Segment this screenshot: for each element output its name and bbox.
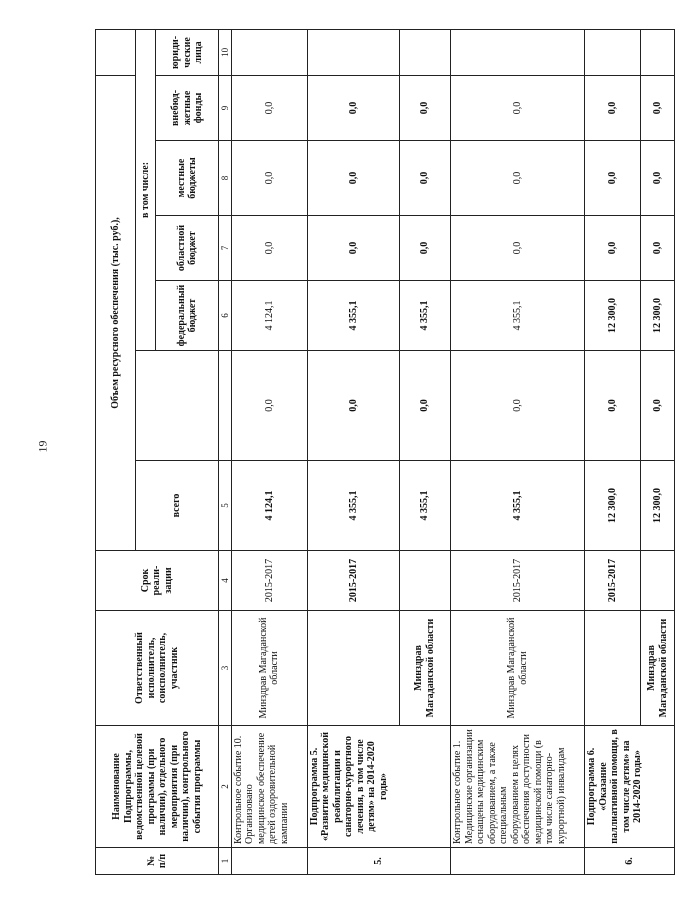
row-local: 0,0 [641,216,675,281]
row-extra [307,29,399,75]
row-local: 0,0 [399,216,450,281]
header-name: Наименование Подпрограммы, ведомственной целевой программы (при наличии), отдельного мероприятия (при наличии), контрольного события программы [96,726,219,848]
row-no [451,848,585,875]
header-incl: в том числе: [136,29,156,350]
row-regional: 4 355,1 [399,281,450,351]
row-federal: 0,0 [399,351,450,461]
row-executor: Минздрав Магаданской области [399,611,450,726]
header-executor: Ответственный исполнитель, соисполнитель, участник [96,611,219,726]
row-total: 4 355,1 [451,461,585,551]
col-number: 1 [219,848,232,875]
col-number: 4 [219,551,232,611]
col-number: 9 [219,75,232,140]
col-number: 6 [219,281,232,351]
table-row [585,29,641,874]
row-regional: 4 355,1 [451,281,585,351]
row-period: 2015-2017 [451,551,585,611]
row-total: 12 300,0 [641,461,675,551]
rotated-table-sheet [95,30,675,875]
row-federal: 0,0 [307,351,399,461]
row-offbudget: 0,0 [641,141,675,216]
row-offbudget: 0,0 [451,141,585,216]
col-number: 8 [219,141,232,216]
row-extra [399,29,450,75]
col-number [219,351,232,461]
row-regional: 4 355,1 [307,281,399,351]
row-executor [585,611,641,726]
row-regional: 12 300,0 [585,281,641,351]
row-offbudget: 0,0 [399,141,450,216]
row-executor [307,611,399,726]
row-no [231,848,307,875]
row-name: Подпрограмма 6. «Оказание паллиативной помощи, в том числе детям» на 2014-2020 годы» [585,726,675,848]
row-total: 4 355,1 [399,461,450,551]
row-extra [641,29,675,75]
header-federal: федеральный бюджет [156,281,219,351]
row-federal: 0,0 [451,351,585,461]
row-extra [585,29,641,75]
row-period: 2015-2017 [307,551,399,611]
row-total: 4 355,1 [307,461,399,551]
row-local: 0,0 [451,216,585,281]
row-name: Контрольное событие 1. Медицинские организации оснащены медицинским оборудованием, а также специальным оборудованием в целях обеспечения доступности медицинской помощи (в том числе санаторно-курортной) инвалидам [451,726,585,848]
header-local: местные бюджеты [156,141,219,216]
row-period: 2015-2017 [231,551,307,611]
row-offbudget: 0,0 [585,141,641,216]
row-legal: 0,0 [451,75,585,140]
row-regional: 12 300,0 [641,281,675,351]
row-legal: 0,0 [399,75,450,140]
header-no: № п/п [96,848,219,875]
header-legal: юриди-ческие лица [156,29,219,75]
row-legal: 0,0 [585,75,641,140]
col-number: 7 [219,216,232,281]
row-extra [451,29,585,75]
document-page [95,30,675,875]
header-period: Срок реали-зации [96,551,219,611]
row-executor: Минздрав Магаданской области [641,611,675,726]
row-offbudget: 0,0 [231,141,307,216]
row-period [641,551,675,611]
header-blank-corner [96,29,136,75]
header-total: всего [136,461,219,551]
row-name: Контрольное событие 10. Организовано медицинское обеспечение детей оздоровительной кампании [231,726,307,848]
row-executor: Минздрав Магаданской области [451,611,585,726]
row-name: Подпрограмма 5. «Развитие медицинской реабилитации и санаторно-курортного лечения, в том числе детям» на 2014-2020 годы» [307,726,450,848]
row-local: 0,0 [231,216,307,281]
row-legal: 0,0 [641,75,675,140]
row-legal: 0,0 [307,75,399,140]
row-legal: 0,0 [231,75,307,140]
row-total: 4 124,1 [231,461,307,551]
col-number: 3 [219,611,232,726]
row-total: 12 300,0 [585,461,641,551]
table-row [451,29,585,874]
row-extra [231,29,307,75]
page-number: 19 [35,440,50,453]
row-federal: 0,0 [585,351,641,461]
row-federal: 0,0 [641,351,675,461]
row-local: 0,0 [307,216,399,281]
row-federal: 0,0 [231,351,307,461]
header-resources: Объем ресурсного обеспечения (тыс. руб.), [96,75,136,550]
col-number: 2 [219,726,232,848]
row-offbudget: 0,0 [307,141,399,216]
row-period [399,551,450,611]
row-regional: 4 124,1 [231,281,307,351]
row-no: 6. [585,848,675,875]
table-row [307,29,399,874]
table-row [231,29,307,874]
row-executor: Минздрав Магаданской области [231,611,307,726]
header-blank-mid [136,351,219,461]
header-offbudget: внебюд-жетные фонды [156,75,219,140]
header-regional: областной бюджет [156,216,219,281]
row-period: 2015-2017 [585,551,641,611]
col-number: 10 [219,29,232,75]
resource-table [95,29,675,875]
col-number: 5 [219,461,232,551]
row-local: 0,0 [585,216,641,281]
row-no: 5. [307,848,450,875]
